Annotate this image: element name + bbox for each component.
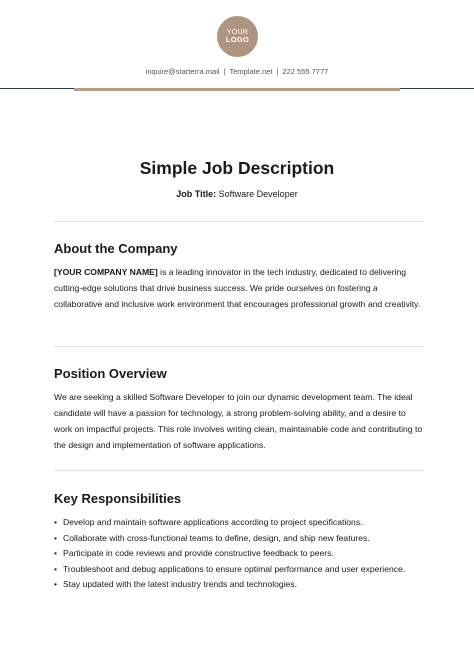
contact-separator: |: [276, 67, 279, 76]
about-heading: About the Company: [54, 241, 178, 256]
job-title-label: Job Title:: [176, 189, 217, 199]
list-item: • Develop and maintain software applications according to project specifications.: [54, 515, 424, 531]
company-logo: [217, 16, 258, 57]
overview-paragraph: We are seeking a skilled Software Developer to join our dynamic development team. The ideal candidate will have a passion for technology, a strong problem-solving ability, and a desire to work on impactful projects. This role involves writing clean, maintainable code and contributing to the design and implementation of software applications.: [54, 392, 423, 450]
header-accent-bar: [74, 88, 400, 91]
logo-text-line1: YOUR: [226, 28, 249, 36]
about-text: is a leading innovator in the tech industry, dedicated to delivering cutting-edge solutions that drive business success. We pride ourselves on fostering a collaborative and inclusive work environment that encourages professional growth and creativity.: [54, 267, 421, 309]
contact-separator: |: [223, 67, 226, 76]
section-divider: [54, 470, 424, 471]
section-divider: [54, 346, 424, 347]
job-title-line: [0, 189, 474, 199]
about-paragraph: [54, 264, 424, 312]
list-item: • Stay updated with the latest industry trends and technologies.: [54, 577, 424, 593]
contact-line: [0, 67, 474, 76]
responsibilities-heading: Key Responsibilities: [54, 491, 182, 506]
document-title: Simple Job Description: [139, 158, 335, 178]
logo-text-line2: LOGO: [225, 35, 250, 45]
section-divider: [54, 221, 424, 222]
list-item: • Troubleshoot and debug applications to ensure optimal performance and user experience.: [54, 562, 424, 578]
overview-heading: Position Overview: [54, 366, 167, 381]
list-item: • Participate in code reviews and provide constructive feedback to peers.: [54, 546, 424, 562]
company-name-placeholder: [YOUR COMPANY NAME]: [54, 267, 158, 277]
contact-email[interactable]: inquire@starterra.mail: [145, 67, 220, 76]
list-item: • Collaborate with cross-functional teams to define, design, and ship new features.: [54, 531, 424, 547]
contact-phone: 222 555 7777: [282, 67, 329, 76]
contact-website[interactable]: Template.net: [229, 67, 273, 76]
responsibilities-list: [54, 515, 424, 593]
job-title-value: Software Developer: [218, 189, 298, 199]
